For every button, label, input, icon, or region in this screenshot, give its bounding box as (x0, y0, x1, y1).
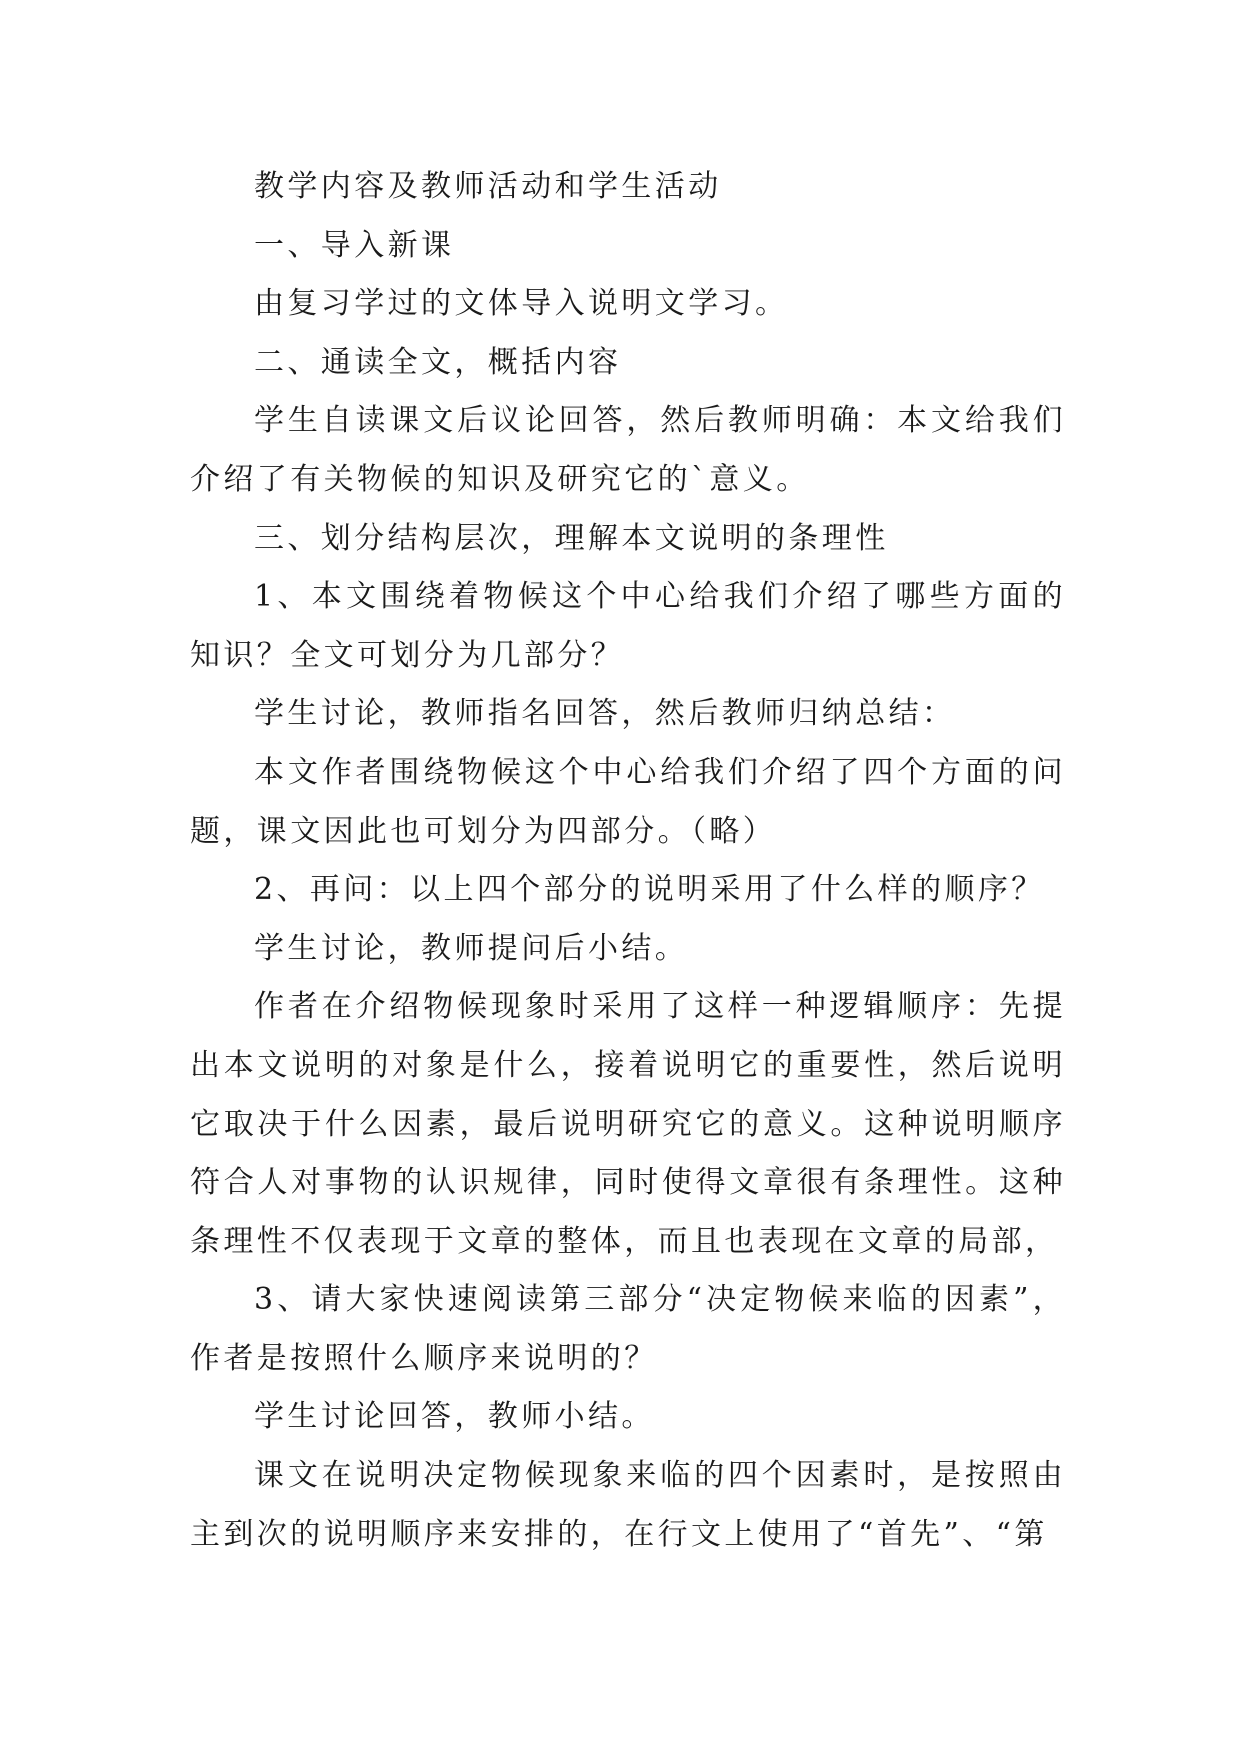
question-2: 2、再问：以上四个部分的说明采用了什么样的顺序？ (254, 872, 1045, 908)
question-1: 1、本文围绕着物候这个中心给我们介绍了哪些方面的知识？全文可划分为几部分？ (190, 579, 1066, 673)
paragraph: 学生讨论，教师提问后小结。 (254, 930, 689, 966)
section-heading-structure: 三、划分结构层次，理解本文说明的条理性 (254, 520, 889, 556)
section-heading-reading: 二、通读全文，概括内容 (254, 344, 622, 380)
paragraph: 由复习学过的文体导入说明文学习。 (254, 286, 789, 322)
paragraph: 学生讨论，教师指名回答，然后教师归纳总结： (254, 696, 956, 732)
paragraph: 课文在说明决定物候现象来临的四个因素时，是按照由主到次的说明顺序来安排的，在行文上使用了“首先”、“第 (190, 1458, 1066, 1552)
document-body (190, 158, 1066, 1564)
section-heading-intro: 一、导入新课 (254, 227, 455, 263)
heading-teaching-content: 教学内容及教师活动和学生活动 (254, 169, 722, 204)
paragraph: 本文作者围绕物候这个中心给我们介绍了四个方面的问题，课文因此也可划分为四部分。（略） (190, 754, 1066, 849)
paragraph: 学生自读课文后议论回答，然后教师明确：本文给我们介绍了有关物候的知识及研究它的`意义。 (190, 403, 1066, 497)
paragraph: 作者在介绍物候现象时采用了这样一种逻辑顺序：先提出本文说明的对象是什么，接着说明它的重要性，然后说明它取决于什么因素，最后说明研究它的意义。这种说明顺序符合人对事物的认识规律，同时使得文章很有条理性。这种条理性不仅表现于文章的整体，而且也表现在文章的局部， (190, 989, 1066, 1259)
paragraph: 学生讨论回答，教师小结。 (254, 1399, 655, 1435)
question-3: 3、请大家快速阅读第三部分“决定物候来临的因素”，作者是按照什么顺序来说明的？ (190, 1282, 1066, 1376)
